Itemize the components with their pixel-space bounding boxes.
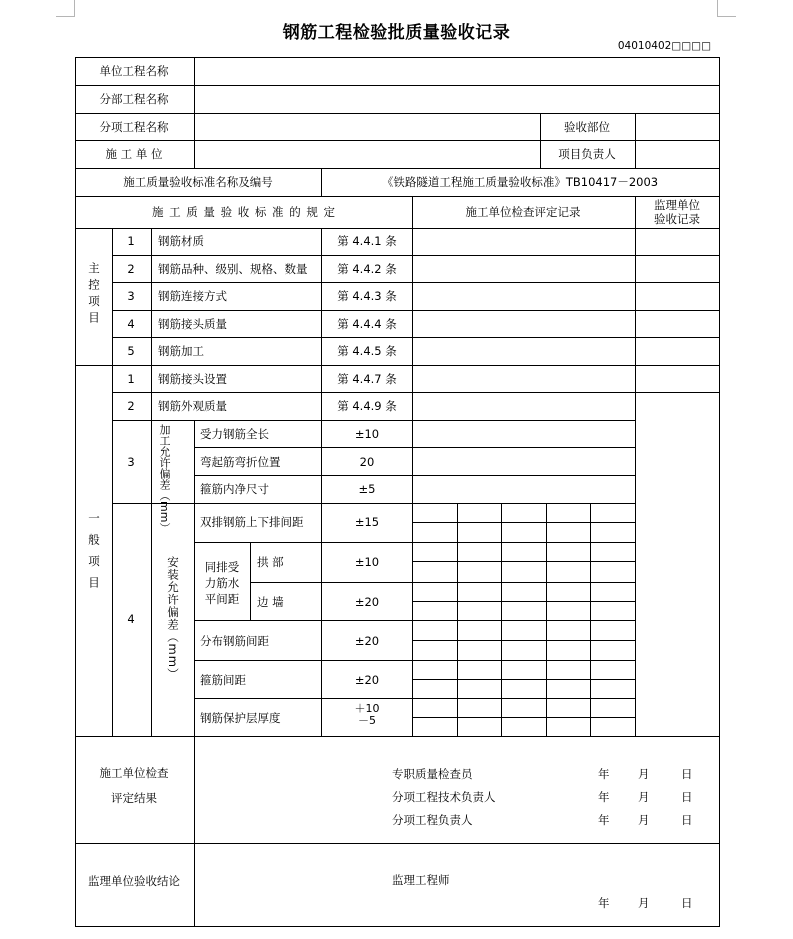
date-month: 月 xyxy=(638,896,650,910)
item3-row1-value: ±10 xyxy=(354,427,380,441)
installation-deviation-label: 安装允许偏差（mm） xyxy=(166,556,180,681)
date-day: 日 xyxy=(681,767,693,781)
main-item-3-name: 钢筋连接方式 xyxy=(158,289,227,303)
technical-lead-label: 分项工程技术负责人 xyxy=(392,790,496,804)
item3-row2-value: 20 xyxy=(359,455,375,469)
main-item-5-no: 5 xyxy=(127,344,135,358)
arch-part-name: 拱 部 xyxy=(257,555,284,569)
main-item-4-name: 钢筋接头质量 xyxy=(158,317,227,331)
same-row-label-line1: 同排受 xyxy=(204,560,240,574)
distribution-spacing-name: 分布钢筋间距 xyxy=(200,634,269,648)
date-month: 月 xyxy=(638,790,650,804)
date-month: 月 xyxy=(638,767,650,781)
standard-label: 施工质量验收标准名称及编号 xyxy=(123,175,273,189)
main-item-2-name: 钢筋品种、级别、规格、数量 xyxy=(158,262,308,276)
main-item-4-no: 4 xyxy=(127,317,135,331)
main-item-3-clause: 第 4.4.3 条 xyxy=(337,289,397,303)
same-row-label-line3: 平间距 xyxy=(204,592,240,606)
item3-row3-name: 箍筋内净尺寸 xyxy=(200,482,269,496)
project-manager-label: 项目负责人 xyxy=(558,147,616,161)
item3-row1-name: 受力钢筋全长 xyxy=(200,427,269,441)
stirrup-spacing-name: 箍筋间距 xyxy=(200,673,246,687)
same-row-label-line2: 力筋水 xyxy=(204,576,240,590)
main-item-2-no: 2 xyxy=(127,262,135,276)
general-items-label: 一般项目 xyxy=(87,512,101,598)
main-item-1-no: 1 xyxy=(127,234,135,248)
date-year: 年 xyxy=(598,790,610,804)
side-wall-value: ±20 xyxy=(354,595,380,609)
contractor-result-label-line1: 施工单位检查 xyxy=(99,766,169,780)
processing-deviation-label: 加工允许偏差（mm） xyxy=(158,424,171,534)
main-item-5-name: 钢筋加工 xyxy=(158,344,204,358)
date-day: 日 xyxy=(681,813,693,827)
general-item-3-no: 3 xyxy=(127,455,135,469)
date-day: 日 xyxy=(681,790,693,804)
main-item-4-clause: 第 4.4.4 条 xyxy=(337,317,397,331)
cover-thickness-plus: ＋10 xyxy=(354,702,380,715)
general-item-2-no: 2 xyxy=(127,399,135,413)
date-day: 日 xyxy=(681,896,693,910)
inspection-part-label: 验收部位 xyxy=(564,120,610,134)
arch-part-value: ±10 xyxy=(354,555,380,569)
cover-thickness-minus: －5 xyxy=(358,714,376,727)
date-year: 年 xyxy=(598,813,610,827)
unit-project-label: 单位工程名称 xyxy=(99,64,169,78)
subitem-label: 分项工程名称 xyxy=(99,120,169,134)
general-item-4-no: 4 xyxy=(127,612,135,626)
supervising-engineer-label: 监理工程师 xyxy=(392,873,450,887)
supervisor-record-header-line2: 验收记录 xyxy=(654,212,700,226)
item3-row3-value: ±5 xyxy=(358,482,376,496)
contractor-label: 施 工 单 位 xyxy=(105,147,163,161)
standard-value: 《铁路隧道工程施工质量验收标准》TB10417－2003 xyxy=(381,175,659,189)
main-item-3-no: 3 xyxy=(127,289,135,303)
date-year: 年 xyxy=(598,896,610,910)
form-code: 04010402□□□□ xyxy=(617,40,711,52)
division-label: 分部工程名称 xyxy=(99,92,169,106)
item3-row2-name: 弯起筋弯折位置 xyxy=(200,455,281,469)
date-month: 月 xyxy=(638,813,650,827)
distribution-spacing-value: ±20 xyxy=(354,634,380,648)
stirrup-spacing-value: ±20 xyxy=(354,673,380,687)
general-item-1-name: 钢筋接头设置 xyxy=(158,372,227,386)
contractor-result-label-line2: 评定结果 xyxy=(111,791,157,805)
supervisor-conclusion-label: 监理单位验收结论 xyxy=(88,874,180,888)
date-year: 年 xyxy=(598,767,610,781)
cover-thickness-name: 钢筋保护层厚度 xyxy=(200,711,281,725)
general-item-1-no: 1 xyxy=(127,372,135,386)
double-row-spacing-value: ±15 xyxy=(354,515,380,529)
general-item-2-name: 钢筋外观质量 xyxy=(158,399,227,413)
main-control-label: 主控项目 xyxy=(87,262,101,328)
spec-column-header: 施 工 质 量 验 收 标 准 的 规 定 xyxy=(151,205,337,219)
main-item-5-clause: 第 4.4.5 条 xyxy=(337,344,397,358)
main-item-1-name: 钢筋材质 xyxy=(158,234,204,248)
subitem-lead-label: 分项工程负责人 xyxy=(392,813,473,827)
main-item-1-clause: 第 4.4.1 条 xyxy=(337,234,397,248)
general-item-2-clause: 第 4.4.9 条 xyxy=(337,399,397,413)
general-item-1-clause: 第 4.4.7 条 xyxy=(337,372,397,386)
form-title: 钢筋工程检验批质量验收记录 xyxy=(282,23,511,43)
double-row-spacing-name: 双排钢筋上下排间距 xyxy=(200,515,304,529)
contractor-record-header: 施工单位检查评定记录 xyxy=(465,205,581,219)
quality-inspector-label: 专职质量检查员 xyxy=(392,767,473,781)
side-wall-name: 边 墙 xyxy=(257,595,284,609)
main-item-2-clause: 第 4.4.2 条 xyxy=(337,262,397,276)
supervisor-record-header-line1: 监理单位 xyxy=(654,198,700,212)
